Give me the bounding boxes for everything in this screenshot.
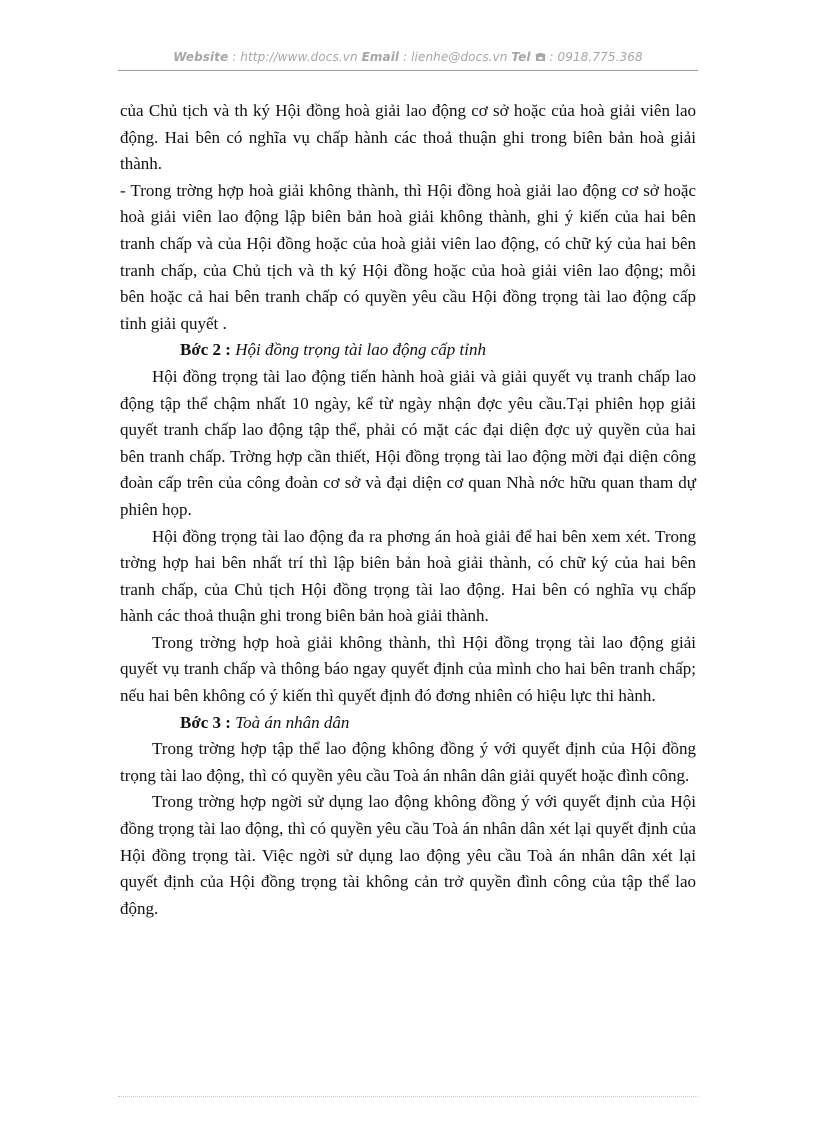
paragraph-7: Trong trờng hợp ngời sử dụng lao động không đồng ý với quyết định của Hội đồng trọng tài lao động, thì có quyền yêu cầu Toà án nhân dân xét lại quyết định của Hội đồng trọng tài. Việc ngời sử dụng lao động yêu cầu Toà án nhân dân xét lại quyết định của Hội đồng trọng tài không cản trở quyền đình công của tập thể lao động. [120,792,696,918]
step-2-heading [120,337,696,364]
paragraph-6: Trong trờng hợp tập thể lao động không đồng ý với quyết định của Hội đồng trọng tài lao động, thì có quyền yêu cầu Toà án nhân dân giải quyết hoặc đình công. [120,739,696,785]
website-value: : http://www.docs.vn [232,50,358,64]
paragraph-1: của Chủ tịch và th ký Hội đồng hoà giải lao động cơ sở hoặc của hoà giải viên lao động. Hai bên có nghĩa vụ chấp hành các thoả thuận ghi trong biên bản hoà giải thành. [120,101,696,174]
tel-value: : 0918.775.368 [549,50,643,64]
step-2-title: Hội đồng trọng tài lao động cấp tỉnh [235,340,486,360]
page-header [118,50,698,64]
phone-icon [535,50,550,64]
tel-label: Tel [511,50,531,64]
paragraph-5: Trong trờng hợp hoà giải không thành, thì Hội đồng trọng tài lao động giải quyết vụ tranh chấp và thông báo ngay quyết định của mình cho hai bên tranh chấp; nếu hai bên không có ý kiến thì quyết định đó đơng nhiên có hiệu lực thi hành. [120,632,696,706]
document-body [120,98,696,922]
step-3-title: Toà án nhân dân [235,712,350,732]
website-label: Website [173,50,229,64]
paragraph-2: - Trong trờng hợp hoà giải không thành, thì Hội đồng hoà giải lao động cơ sở hoặc hoà giải viên lao động lập biên bản hoà giải không thành, ghi ý kiến của hai bên tranh chấp và của Hội đồng hoặc của hoà giải viên lao động, có chữ ký của hai bên tranh chấp, của Chủ tịch và th ký Hội đồng hoặc của hoà giải viên lao động; mỗi bên hoặc cả hai bên tranh chấp có quyền yêu cầu Hội đồng trọng tài lao động cấp tỉnh giải quyết . [120,180,696,333]
footer-divider [118,1096,698,1097]
email-label: Email [361,50,400,64]
email-value: : lienhe@docs.vn [403,50,508,64]
step-3-label: Bớc 3 : [180,712,231,732]
paragraph-3: Hội đồng trọng tài lao động tiến hành hoà giải và giải quyết vụ tranh chấp lao động tập thể chậm nhất 10 ngày, kể từ ngày nhận đợc yêu cầu.Tại phiên họp giải quyết tranh chấp lao động tập thể, phải có mặt các đại diện đợc uỷ quyền của hai bên tranh chấp. Trờng hợp cần thiết, Hội đồng trọng tài lao động mời đại diện công đoàn cấp trên của công đoàn cơ sở và đại diện cơ quan Nhà nớc hữu quan tham dự phiên họp. [120,366,696,519]
step-3-heading [120,710,696,737]
step-2-label: Bớc 2 : [180,340,231,360]
header-divider [118,70,698,71]
paragraph-4: Hội đồng trọng tài lao động đa ra phơng án hoà giải để hai bên xem xét. Trong trờng hợp hai bên nhất trí thì lập biên bản hoà giải thành, có chữ ký của hai bên tranh chấp, của Chủ tịch Hội đồng trọng tài lao động. Hai bên có nghĩa vụ chấp hành các thoả thuận ghi trong biên bản hoà giải thành. [120,526,696,626]
